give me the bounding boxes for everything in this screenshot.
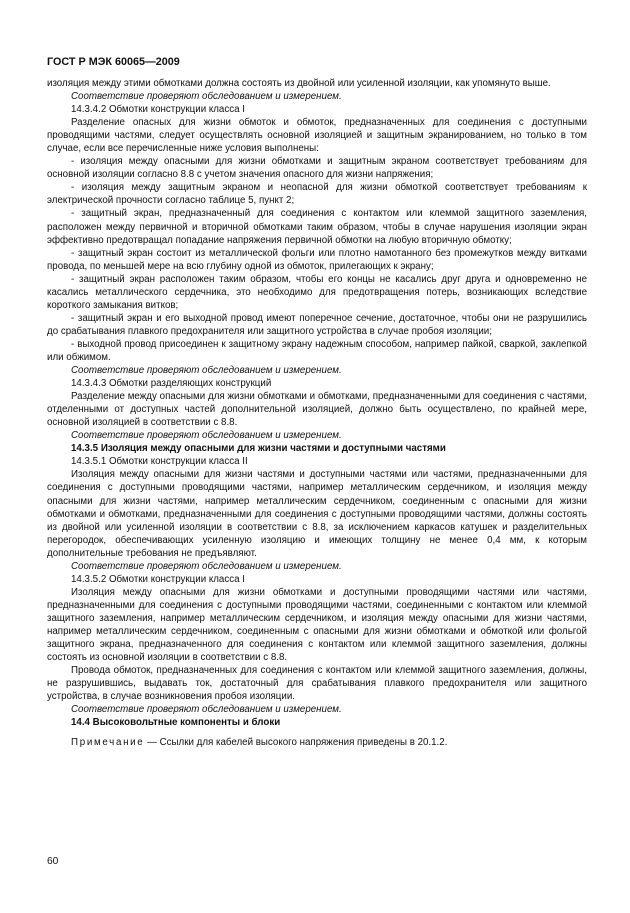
- paragraph: Изоляция между опасными для жизни обмотками и доступными проводящими частями или частями, предназначенными для соединения с доступными проводящими частями, соединенными с контактом или клеммой защитного заземления, например металлическим сердечником, и изоляция между опасными для жизни частями, например металлическим сердечником, соединенным с опасными для жизни обмотками и обмоткой или фольгой защитного экрана, предназначенного для соединения с контактом или клеммой защитного заземления, должны состоять из основной изоляции в соответствии с 8.8.: [47, 586, 587, 664]
- section-heading: 14.4 Высоковольтные компоненты и блоки: [71, 717, 281, 729]
- compliance-note: Соответствие проверяют обследованием и измерением.: [71, 704, 342, 716]
- note-label: Примечание: [71, 737, 145, 749]
- note: [47, 736, 587, 749]
- list-item: - изоляция между защитным экраном и неопасной для жизни обмоткой соответствует требованиям к электрической прочности согласно таблице 5, пункт 2;: [47, 182, 587, 207]
- section-heading: 14.3.5 Изоляция между опасными для жизни частями и доступными частями: [71, 443, 446, 455]
- paragraph: Провода обмоток, предназначенных для соединения с контактом или клеммой защитного заземления, должны, не разрушившись, выдавать ток, достаточный для срабатывания плавкого предохранителя или защитного устройства, в случае возникновения пробоя изоляции.: [47, 665, 587, 703]
- list-item: - защитный экран состоит из металлической фольги или плотно намотанного без промежутков между витками провода, по меньшей мере на всю глубину одной из обмоток, прилегающих к экрану;: [47, 247, 587, 272]
- list-item: - защитный экран, предназначенный для соединения с контактом или клеммой защитного заземления, расположен между первичной и вторичной обмотками таким образом, чтобы в случае нарушения изоляции экран эффективно предотвращал попадание напряжения первичной обмотки на любую вторичную обмотку;: [47, 208, 587, 246]
- note-text: — Ссылки для кабелей высокого напряжения приведены в 20.1.2.: [144, 737, 448, 749]
- paragraph: Изоляция между опасными для жизни частями и доступными частями или частями, предназначенными для соединения с доступными проводящими частями, например металлическим сердечником, и изоляция между опасными для жизни частями, например металлическим сердечником, соединенным с опасными для жизни обмотками и обмотками, предназначенными для соединения с доступными проводящими частями, должны состоять из двойной или усиленной изоляции в соответствии с 8.8, за исключением каркасов катушек и разделительных перегородок, обеспечивающих усиленную изоляцию и имеющих толщину не менее 0,4 мм, к которым дополнительные требования не предъявляют.: [47, 469, 587, 559]
- list-item: - защитный экран и его выходной провод имеют поперечное сечение, достаточное, чтобы они не разрушились до срабатывания плавкого предохранителя или защитного устройства в случае пробоя изоляции;: [47, 312, 587, 337]
- compliance-note: Соответствие проверяют обследованием и измерением.: [71, 365, 342, 377]
- list-item: - выходной провод присоединен к защитному экрану надежным способом, например пайкой, сваркой, заклепкой или обжимом.: [47, 338, 587, 363]
- subsection-heading: 14.3.5.2 Обмотки конструкции класса I: [71, 573, 245, 585]
- subsection-heading: 14.3.4.3 Обмотки разделяющих конструкций: [71, 378, 272, 390]
- paragraph: Разделение опасных для жизни обмоток и обмоток, предназначенных для соединения с доступными проводящими частями, следует осуществлять основной изоляцией и защитным экранированием, но только в том случае, если все перечисленные ниже условия выполнены:: [47, 117, 587, 155]
- compliance-note: Соответствие проверяют обследованием и измерением.: [71, 91, 342, 103]
- page-number: 60: [47, 856, 59, 867]
- compliance-note: Соответствие проверяют обследованием и измерением.: [71, 430, 342, 442]
- paragraph: изоляция между этими обмотками должна состоять из двойной или усиленной изоляции, как упомянуто выше.: [47, 78, 551, 89]
- compliance-note: Соответствие проверяют обследованием и измерением.: [71, 560, 342, 572]
- paragraph: Разделение между опасными для жизни обмотками и обмотками, предназначенными для соединения с частями, отделенными от доступных частей дополнительной изоляцией, должно быть осуществлено, по крайней мере, основной изоляцией в соответствии с 8.8.: [47, 391, 587, 429]
- main-text: [47, 77, 587, 749]
- document-header: ГОСТ Р МЭК 60065—2009: [47, 56, 180, 68]
- list-item: - изоляция между опасными для жизни обмотками и защитным экраном соответствует требованиям для основной изоляции согласно 8.8 с учетом значения опасного для жизни напряжения;: [47, 156, 587, 181]
- subsection-heading: 14.3.4.2 Обмотки конструкции класса I: [71, 104, 245, 116]
- list-item: - защитный экран расположен таким образом, чтобы его концы не касались друг друга и одновременно не касались металлического сердечника, это необходимо для предотвращения потерь, возникающих вследствие короткого замыкания витков;: [47, 273, 587, 311]
- subsection-heading: 14.3.5.1 Обмотки конструкции класса II: [71, 456, 248, 468]
